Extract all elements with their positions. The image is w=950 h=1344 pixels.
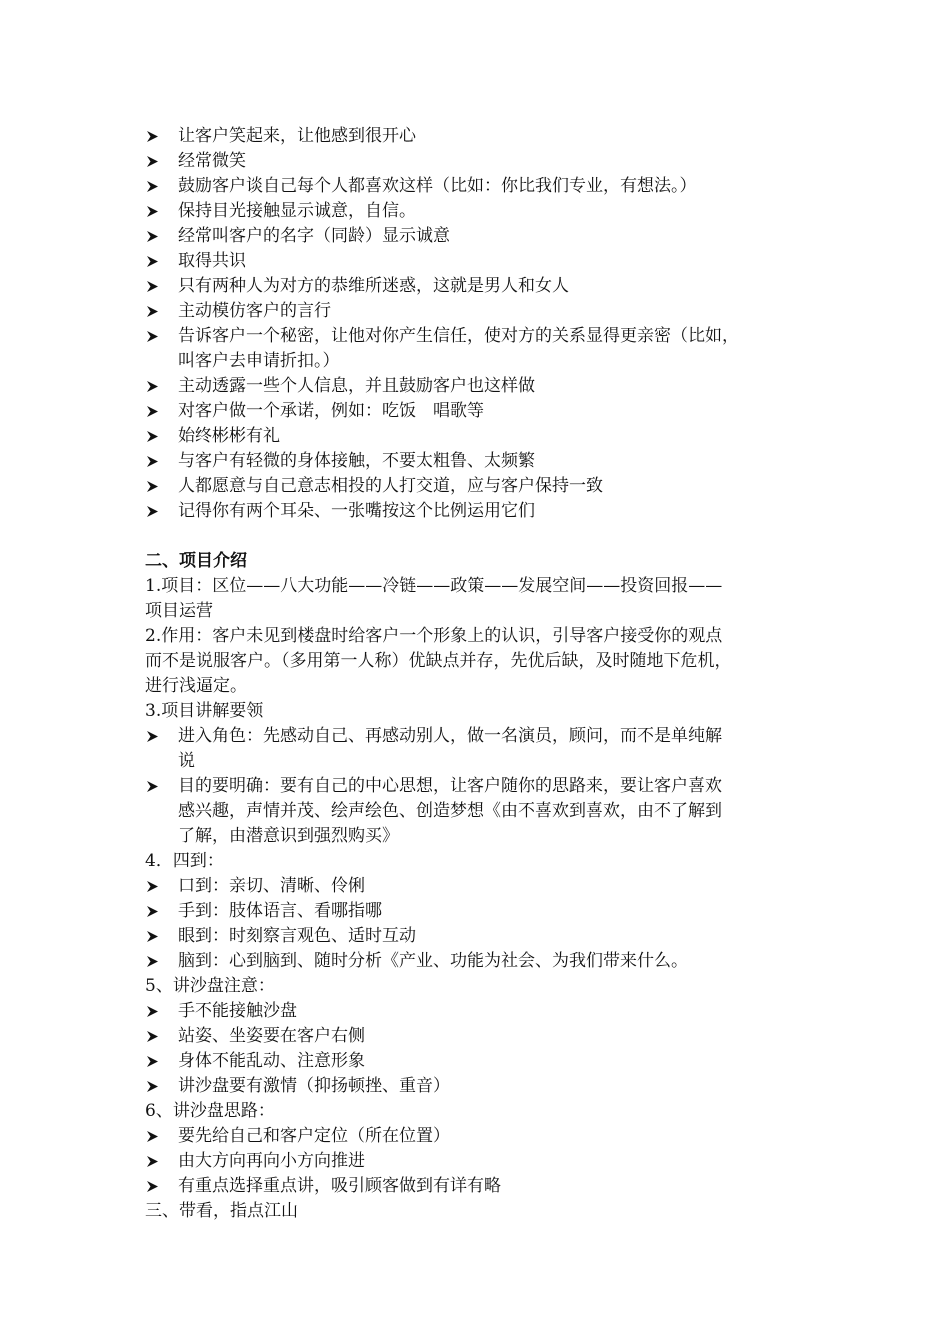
list-item-text: 讲沙盘要有激情（抑扬顿挫、重音） — [178, 1076, 450, 1096]
paragraph-line: 而不是说服客户。（多用第一人称）优缺点并存，先优后缺，及时随地下危机， — [145, 651, 732, 671]
list-item-text: 身体不能乱动、注意形象 — [178, 1051, 365, 1071]
paragraph-line: 进行浅逼定。 — [145, 676, 247, 696]
section-3-heading: 三、带看，指点江山 — [145, 1201, 298, 1221]
list-item-text: 眼到：时刻察言观色、适时互动 — [178, 926, 416, 946]
subheading-sandtable-notes: 5、讲沙盘注意： — [145, 976, 275, 996]
arrow-bullet-icon — [146, 124, 160, 149]
list-item-text: 对客户做一个承诺，例如：吃饭 唱歌等 — [178, 401, 484, 421]
list-item-text: 脑到：心到脑到、随时分析《产业、功能为社会、为我们带来什么。 — [178, 951, 688, 971]
list-item-text: 由大方向再向小方向推进 — [178, 1151, 365, 1171]
list-item-text: 人都愿意与自己意志相投的人打交道，应与客户保持一致 — [178, 476, 603, 496]
list-item — [145, 474, 815, 499]
subheading-four-points: 4．四到： — [145, 851, 224, 871]
list-item-text: 记得你有两个耳朵、一张嘴按这个比例运用它们 — [178, 501, 535, 521]
arrow-bullet-icon — [146, 274, 160, 299]
list-item-text: 只有两种人为对方的恭维所迷惑，这就是男人和女人 — [178, 276, 569, 296]
list-item — [145, 499, 815, 524]
list-item-text: 保持目光接触显示诚意，自信。 — [178, 201, 416, 221]
list-item-text: 有重点选择重点讲，吸引顾客做到有详有略 — [178, 1176, 501, 1196]
arrow-bullet-icon — [146, 174, 160, 199]
list-item-text: 目的要明确：要有自己的中心思想，让客户随你的思路来，要让客户喜欢 — [178, 776, 722, 796]
list-item — [145, 399, 815, 424]
list-item-text: 要先给自己和客户定位（所在位置） — [178, 1126, 450, 1146]
list-item — [145, 249, 815, 274]
list-item-text: 了解，由潜意识到强烈购买》 — [178, 826, 399, 846]
paragraph-line: 项目运营 — [145, 601, 213, 621]
arrow-bullet-icon — [146, 1174, 160, 1199]
list-item-text: 叫客户去申请折扣。） — [178, 351, 340, 371]
list-item — [145, 424, 815, 449]
rapport-tips-list — [145, 124, 815, 524]
list-item-text: 与客户有轻微的身体接触，不要太粗鲁、太频繁 — [178, 451, 535, 471]
sandtable-approach-list — [145, 1124, 815, 1199]
list-item — [145, 1049, 815, 1074]
list-item — [145, 174, 815, 199]
list-item — [145, 449, 815, 474]
arrow-bullet-icon — [146, 449, 160, 474]
arrow-bullet-icon — [146, 424, 160, 449]
list-item — [145, 199, 815, 224]
list-item-text: 口到：亲切、清晰、伶俐 — [178, 876, 365, 896]
sandtable-notes-list — [145, 999, 815, 1099]
list-item — [145, 274, 815, 299]
list-item-text: 说 — [178, 751, 195, 771]
list-item-text: 让客户笑起来，让他感到很开心 — [178, 126, 416, 146]
list-item — [145, 224, 815, 249]
arrow-bullet-icon — [146, 724, 160, 749]
section-2-heading: 二、项目介绍 — [145, 551, 247, 571]
arrow-bullet-icon — [146, 149, 160, 174]
list-item-text: 进入角色：先感动自己、再感动别人，做一名演员，顾问，而不是单纯解 — [178, 726, 722, 746]
arrow-bullet-icon — [146, 1124, 160, 1149]
arrow-bullet-icon — [146, 924, 160, 949]
arrow-bullet-icon — [146, 874, 160, 899]
arrow-bullet-icon — [146, 774, 160, 799]
list-item — [145, 1124, 815, 1149]
list-item-text: 告诉客户一个秘密，让他对你产生信任，使对方的关系显得更亲密（比如， — [178, 326, 739, 346]
four-points-list — [145, 874, 815, 974]
list-item-text: 鼓励客户谈自己每个人都喜欢这样（比如：你比我们专业，有想法。） — [178, 176, 697, 196]
list-item-text: 感兴趣，声情并茂、绘声绘色、创造梦想《由不喜欢到喜欢，由不了解到 — [178, 801, 722, 821]
section-spacer — [145, 524, 815, 549]
paragraph-line: 1.项目：区位——八大功能——冷链——政策——发展空间——投资回报—— — [145, 576, 723, 596]
arrow-bullet-icon — [146, 1049, 160, 1074]
list-item — [145, 724, 815, 774]
arrow-bullet-icon — [146, 299, 160, 324]
paragraph-project — [145, 574, 815, 624]
list-item — [145, 1024, 815, 1049]
list-item — [145, 999, 815, 1024]
list-item-text: 经常叫客户的名字（同龄）显示诚意 — [178, 226, 450, 246]
list-item — [145, 299, 815, 324]
arrow-bullet-icon — [146, 199, 160, 224]
list-item — [145, 1149, 815, 1174]
list-item — [145, 949, 815, 974]
arrow-bullet-icon — [146, 499, 160, 524]
arrow-bullet-icon — [146, 999, 160, 1024]
list-item-text: 经常微笑 — [178, 151, 246, 171]
arrow-bullet-icon — [146, 399, 160, 424]
list-item — [145, 374, 815, 399]
list-item — [145, 774, 815, 849]
arrow-bullet-icon — [146, 899, 160, 924]
arrow-bullet-icon — [146, 374, 160, 399]
list-item — [145, 874, 815, 899]
arrow-bullet-icon — [146, 1149, 160, 1174]
subheading-explain-points: 3.项目讲解要领 — [145, 701, 264, 721]
list-item — [145, 899, 815, 924]
arrow-bullet-icon — [146, 474, 160, 499]
list-item — [145, 1174, 815, 1199]
list-item — [145, 1074, 815, 1099]
arrow-bullet-icon — [146, 1024, 160, 1049]
explain-points-list — [145, 724, 815, 849]
subheading-sandtable-approach: 6、讲沙盘思路： — [145, 1101, 275, 1121]
list-item-text: 手到：肢体语言、看哪指哪 — [178, 901, 382, 921]
arrow-bullet-icon — [146, 949, 160, 974]
list-item — [145, 149, 815, 174]
list-item-text: 手不能接触沙盘 — [178, 1001, 297, 1021]
paragraph-line: 2.作用：客户未见到楼盘时给客户一个形象上的认识，引导客户接受你的观点 — [145, 626, 723, 646]
list-item-text: 主动模仿客户的言行 — [178, 301, 331, 321]
arrow-bullet-icon — [146, 1074, 160, 1099]
paragraph-purpose — [145, 624, 815, 699]
list-item-text: 主动透露一些个人信息，并且鼓励客户也这样做 — [178, 376, 535, 396]
list-item-text: 取得共识 — [178, 251, 246, 271]
list-item — [145, 324, 815, 374]
arrow-bullet-icon — [146, 249, 160, 274]
list-item — [145, 124, 815, 149]
list-item — [145, 924, 815, 949]
document-page — [145, 124, 815, 1224]
arrow-bullet-icon — [146, 224, 160, 249]
arrow-bullet-icon — [146, 324, 160, 349]
list-item-text: 站姿、坐姿要在客户右侧 — [178, 1026, 365, 1046]
list-item-text: 始终彬彬有礼 — [178, 426, 280, 446]
